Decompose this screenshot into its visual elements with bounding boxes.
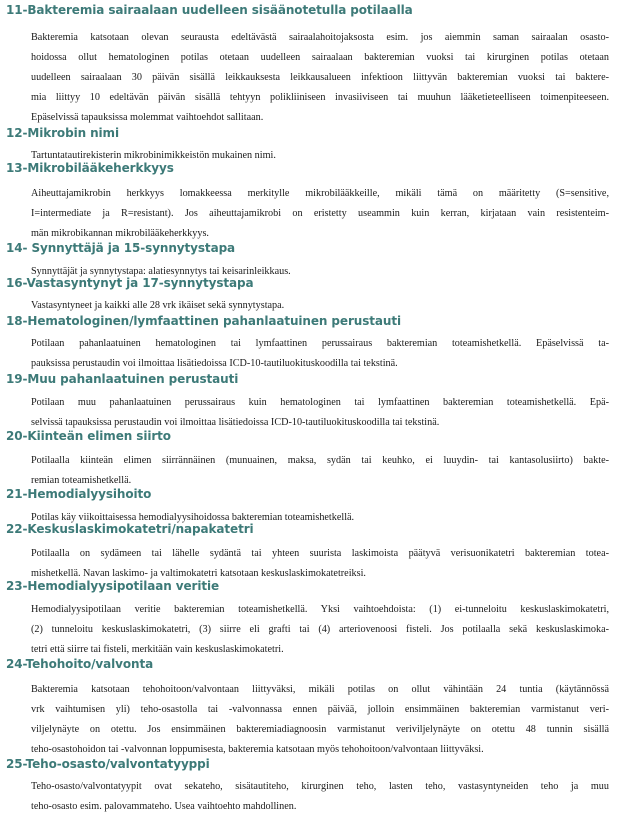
paragraph-line: mia liittyy 10 edeltävän päivän sisällä tehtyyn polikliiniseen invasiiviseen tai muuhun lääketieteelliseen toimenpiteeseen. [31,92,609,103]
section-paragraph [31,680,609,760]
paragraph-line: I=intermediate ja R=resistant). Jos aiheuttajamikrobi on eristetty useammin kuin kerran, kirjataan vain resistenteim- [31,208,609,219]
paragraph-line: Vastasyntyneet ja kaikki alle 28 vrk ikäiset sekä synnytystapa. [31,300,285,311]
section-heading: 12-Mikrobin nimi [6,126,119,140]
section-heading: 23-Hemodialyysipotilaan veritie [6,579,220,593]
paragraph-line: selvissä tapauksissa perustaudin voi ilmoittaa lisätiedoissa ICD-10-tautiluokituskoodilla tai tekstinä. [31,417,440,428]
paragraph-line: tetri että siirre tai fisteli, merkitään vain keskuslaskimokatetri. [31,644,284,655]
paragraph-line: Potilaalla kiinteän elimen siirrännäinen (munuainen, maksa, sydän tai keuhko, ei luuydin- tai kantasolusiirto) bakte- [31,455,609,466]
section-paragraph [31,28,609,128]
paragraph-line: Bakteremia katsotaan tehohoitoon/valvontaan liittyväksi, mikäli potilas on ollut vähintään 24 tuntia (käytännössä [31,684,609,695]
paragraph-line: pauksissa perustaudin voi ilmoittaa lisätiedoissa ICD-10-tautiluokituskoodilla tai tekstinä. [31,358,398,369]
section-heading: 24-Tehohoito/valvonta [6,657,154,671]
section-paragraph [31,600,609,660]
paragraph-line: (2) tunneloitu keskuslaskimokatetri, (3) siirre eli grafti tai (4) arteriovenoosi fisteli. Jos potilaalla sekä keskuslaskimoka- [31,624,609,635]
paragraph-line: teho-osastohoidon tai -valvonnan loppumisesta, bakteremia katsotaan myös tehohoitoon/valvontaan liittyväksi. [31,744,484,755]
section-heading: 16-Vastasyntynyt ja 17-synnytystapa [6,276,254,290]
paragraph-line: Epäselvissä tapauksissa molemmat vaihtoehdot sallitaan. [31,112,264,123]
paragraph-line: Potilaan pahanlaatuinen hematologinen tai lymfaattinen perussairaus bakteremian toteamishetkellä. Epäselvissä ta- [31,338,609,349]
section-heading: 11-Bakteremia sairaalaan uudelleen sisäänotetulla potilaalla [6,3,413,17]
section-heading: 21-Hemodialyysihoito [6,487,152,501]
paragraph-line: vrk vaihtumisen yli) teho-osastolla tai -valvonnassa ennen päivää, jolloin ensimmäinen bakteremian varmistanut veri- [31,704,609,715]
paragraph-line: viljelynäyte on otettu. Jos ensimmäinen bakteremiadiagnoosin varmistanut veriviljelynäyte on otettu 48 tunnin sisällä [31,724,609,735]
section-heading: 14- Synnyttäjä ja 15-synnytystapa [6,241,236,255]
paragraph-line: Potilas käy viikoittaisessa hemodialyysihoidossa bakteremian toteamishetkellä. [31,512,355,523]
paragraph-line: Potilaalla on sydämeen tai lähelle sydäntä tai yhteen suurista laskimoista päätyvä verisuonikatetri bakteremian totea- [31,548,609,559]
section-paragraph [31,393,609,433]
section-heading: 19-Muu pahanlaatuinen perustauti [6,372,239,386]
paragraph-line: män mikrobikannan mikrobilääkeherkkyys. [31,228,209,239]
paragraph-line: mishetkellä. Navan laskimo- ja valtimokatetri katsotaan keskuslaskimokatetreiksi. [31,568,366,579]
paragraph-line: teho-osasto esim. palovammateho. Usea vaihtoehto mahdollinen. [31,801,297,812]
paragraph-line: remian toteamishetkellä. [31,475,132,486]
paragraph-line: Aiheuttajamikrobin herkkyys lomakkeessa merkitylle mikrobilääkkeille, mikäli tämä on määritetty (S=sensitive, [31,188,609,199]
paragraph-line: uudelleen sairaalaan 30 päivän sisällä leikkauksesta leikkausalueen infektioon liittyvän bakteremian vuoksi tai baktere- [31,72,609,83]
section-heading: 22-Keskuslaskimokatetri/napakatetri [6,522,254,536]
section-heading: 25-Teho-osasto/valvontatyyppi [6,757,210,771]
section-paragraph [31,777,609,817]
paragraph-line: Teho-osasto/valvontatyypit ovat sekateho, sisätautiteho, kirurginen teho, lasten teho, vastasyntyneiden teho ja muu [31,781,609,792]
paragraph-line: Tartuntatautirekisterin mikrobinimikkeistön mukainen nimi. [31,150,276,161]
paragraph-line: Potilaan muu pahanlaatuinen perussairaus kuin hematologinen tai lymfaattinen bakteremian toteamishetkellä. Epä- [31,397,609,408]
paragraph-line: Hemodialyysipotilaan veritie bakteremian toteamishetkellä. Yksi vaihtoehdoista: (1) ei-tunneloitu keskuslaskimokatetri, [31,604,609,615]
section-heading: 20-Kiinteän elimen siirto [6,429,171,443]
section-paragraph [31,451,609,491]
paragraph-line: hoidossa ollut hematologinen potilas otetaan uudelleen sairaalaan bakteremian vuoksi tai kirurginen potilas otetaan [31,52,609,63]
paragraph-line: Synnyttäjät ja synnytystapa: alatiesynnytys tai keisarinleikkaus. [31,266,291,277]
section-paragraph [31,334,609,374]
paragraph-line: Bakteremia katsotaan olevan seurausta edeltävästä sairaalahoitojaksosta esim. jos aiemmin saman sairaalan osasto- [31,32,609,43]
section-heading: 18-Hematologinen/lymfaattinen pahanlaatuinen perustauti [6,314,401,328]
section-paragraph [31,184,609,244]
section-heading: 13-Mikrobilääkeherkkyys [6,161,174,175]
